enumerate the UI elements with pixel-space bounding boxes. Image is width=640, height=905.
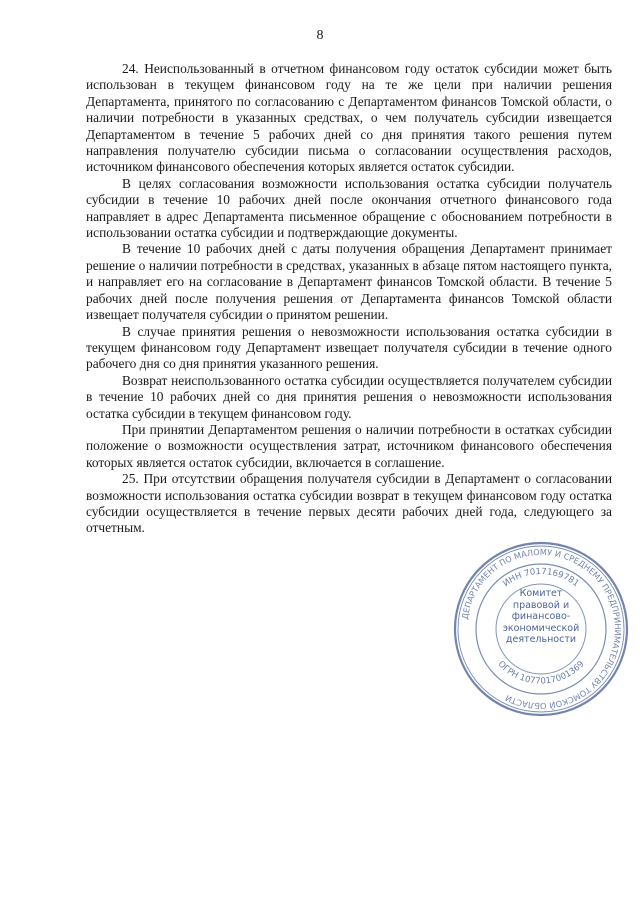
document-body — [86, 61, 612, 537]
seal-center-line: правовой и — [512, 599, 570, 611]
paragraph-24-return: Возврат неиспользованного остатка субсидии осуществляется получателем субсидии в течение 10 рабочих дней со дня принятия решения о невозможности использования остатка субсидии в текущем финансовом году. — [86, 372, 612, 421]
seal-center-text — [452, 588, 630, 646]
seal-ring-text: ДЕПАРТАМЕНТ ПО МАЛОМУ И СРЕДНЕМУ ПРЕДПРИНИМАТЕЛЬСТВУ ТОМСКОЙ ОБЛАСТИ — [459, 546, 624, 712]
paragraph-24-request: В целях согласования возможности использования остатка субсидии получатель субсидии в течение 10 рабочих дней после окончания отчетного финансового года направляет в адрес Департамента письменное обращение с обоснованием потребности в использовании остатка субсидии и подтверждающие документы. — [86, 175, 612, 241]
seal-center-line: финансово- — [511, 611, 571, 622]
seal-inn: ИНН 7017169781 — [501, 567, 581, 590]
seal-center-line: экономической — [502, 622, 580, 634]
seal-center-line: деятельности — [505, 634, 577, 645]
paragraph-24-main: 24. Неиспользованный в отчетном финансовом году остаток субсидии может быть использован в текущем финансовом году на те же цели при наличии решения Департамента, принятого по согласованию с Департаментом финансов Томской области, о наличии потребности в указанных средствах, о чем получатель субсидии извещается Департаментом в течение 5 рабочих дней со дня принятия такого решения путем направления получателю субсидии письма о согласовании осуществления расходов, источником финансового обеспечения которых является остаток субсидии. — [86, 61, 612, 175]
paragraph-24-decision: В течение 10 рабочих дней с даты получения обращения Департамент принимает решение о наличии потребности в средствах, указанных в абзаце пятом настоящего пункта, и направляет его на согласование в Департамент финансов Томской области. В течение 5 рабочих дней после получения решения от Департамента финансов Томской области извещает получателя субсидии о принятом решении. — [86, 241, 612, 323]
page-number: 8 — [316, 28, 324, 43]
seal-center-line: Комитет — [519, 588, 563, 599]
official-seal — [452, 540, 630, 718]
paragraph-24-refusal: В случае принятия решения о невозможности использования остатка субсидии в текущем финансовом году Департамент извещает получателя субсидии в течение одного рабочего дня со дня принятия указанного решения. — [86, 323, 612, 372]
paragraph-24-agreement: При принятии Департаментом решения о наличии потребности в остатках субсидии положение о возможности осуществления затрат, источником финансового обеспечения которых является остаток субсидии, включается в соглашение. — [86, 421, 612, 470]
seal-ogrn: ОГРН 1077017001369 — [495, 659, 587, 687]
paragraph-25: 25. При отсутствии обращения получателя субсидии в Департамент о согласовании возможности использования остатка субсидии возврат в текущем финансовом году остатка субсидии осуществляется в течение первых десяти рабочих дней года, следующего за отчетным. — [86, 471, 612, 536]
